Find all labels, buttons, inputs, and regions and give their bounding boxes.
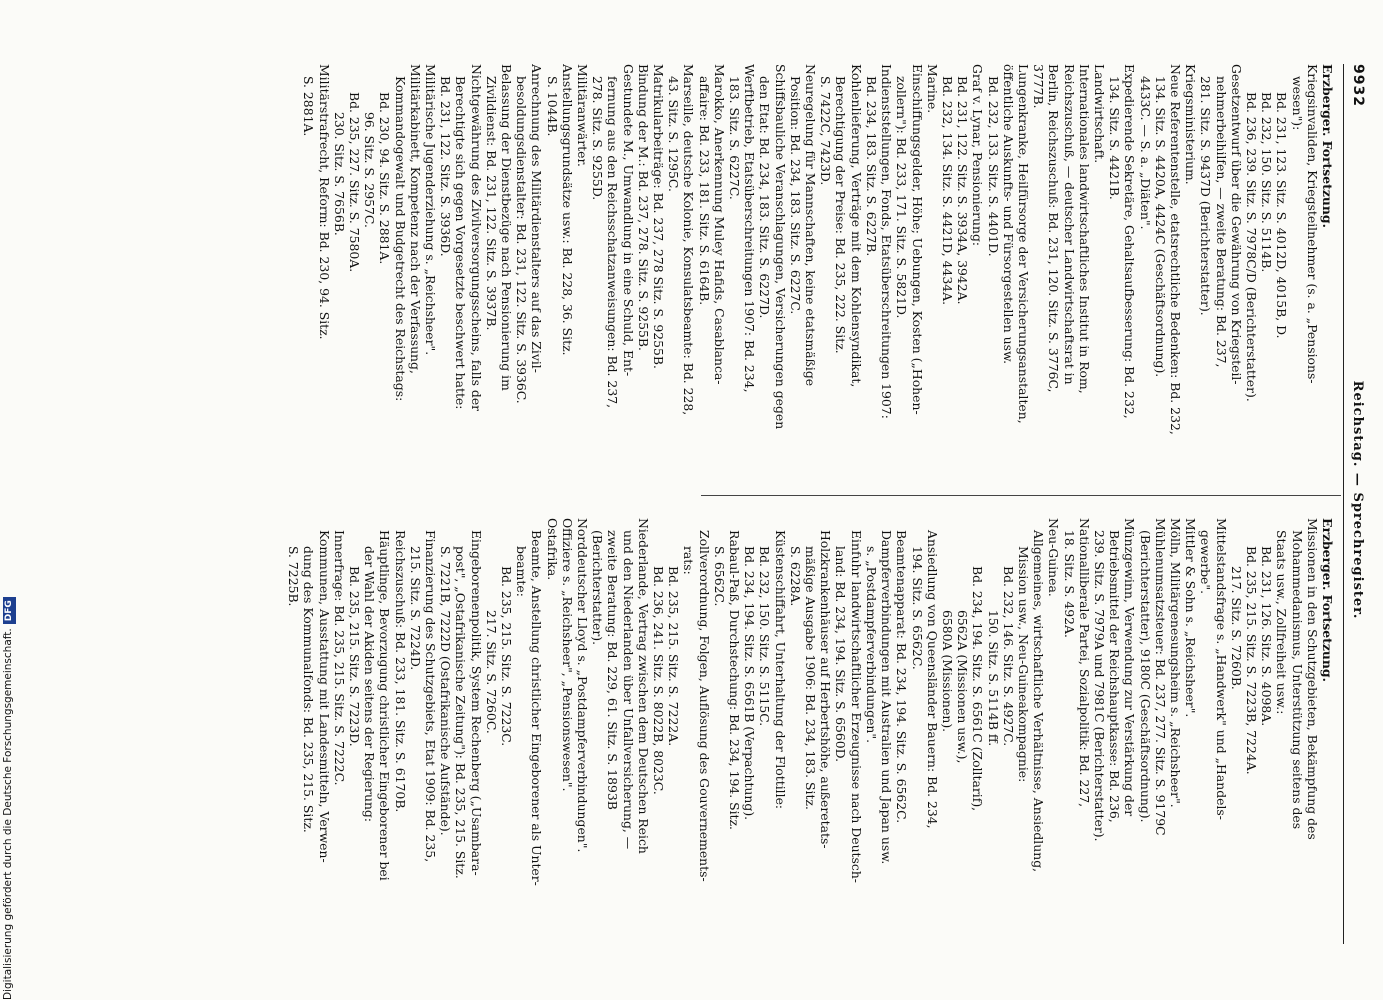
register-line: Mohammedanismus, Unterstützung seitens des: [1289, 530, 1305, 830]
register-line: Militärstrafrecht, Reform: Bd. 230, 94. Sitz.: [316, 64, 332, 340]
register-line: Reichszuschuß: Bd. 233, 181. Sitz. S. 6170B.: [392, 530, 408, 813]
register-line: Indienststellungen, Fonds, Etatsüberschreitungen 1907:: [879, 64, 895, 419]
register-line: Mittelstandsfrage s. „Handwerk" und „Handels-: [1213, 518, 1229, 820]
register-line: Erzberger. Fortsetzung.: [1320, 518, 1335, 682]
register-line: Allgemeines, wirtschaftliche Verhältnisse, Ansiedlung,: [1031, 530, 1047, 873]
register-line: Bd. 232, 150. Sitz. S. 5114B.: [1259, 92, 1275, 273]
register-line: 96. Sitz. S. 2957C.: [362, 112, 378, 228]
register-line: Internationales landwirtschaftliches Institut in Rom,: [1076, 64, 1092, 394]
register-line: Kommandogewalt und Budgetrecht des Reichstags:: [392, 76, 408, 402]
register-line: 150. Sitz. S. 5114B ff.: [985, 610, 1001, 747]
register-line: 183. Sitz. S. 6227C.: [727, 76, 743, 200]
register-line: Finanzierung des Schutzgebiets, Etat 1909: Bd. 235,: [423, 530, 439, 863]
register-line: Werftbetrieb, Etatsüberschreitungen 1907: Bd. 234,: [742, 64, 758, 393]
register-line: 194. Sitz. S. 6562C.: [909, 546, 925, 670]
register-line: Staats usw., Zollfreiheit usw.:: [1274, 530, 1290, 715]
register-line: Bd. 231, 122. Sitz. S. 3936D.: [438, 76, 454, 257]
register-line: Neuregelung für Mannschaften, keine etatsmäßige: [803, 64, 819, 387]
register-line: 43. Sitz. S. 1295C.: [666, 76, 682, 192]
register-line: S. 7225B.: [286, 546, 302, 607]
register-line: Bd. 235, 215. Sitz. S. 7222A.: [666, 566, 682, 747]
register-line: Bd. 235, 215. Sitz. S. 7223B, 7224A.: [1243, 546, 1259, 775]
register-line: S. 1044B.: [544, 76, 560, 137]
register-line: S. 6562C.: [711, 546, 727, 607]
register-line: und den Niederlanden über Unfallversicherung, —: [620, 530, 636, 850]
register-line: Bd. 235, 215. Sitz. S. 7223C.: [499, 566, 515, 747]
register-line: 217. Sitz. S. 7260C.: [483, 610, 499, 734]
register-line: Einschiffungsgelder, Höhe; Uebungen, Kosten („Hohen-: [909, 64, 925, 415]
register-line: Kohlenlieferung, Verträge mit dem Kohlensyndikat,: [848, 64, 864, 388]
register-line: Berechtigte sich gegen Vorgesetzte beschwert hatte:: [453, 76, 469, 410]
register-line: zweite Beratung: Bd. 229, 61. Sitz. S. 1893B: [605, 530, 621, 810]
register-line: (Berichterstatter).: [590, 530, 606, 646]
column-divider: [701, 495, 1341, 496]
register-line: Militärkabinett, Kompetenz nach der Verfassung,: [407, 64, 423, 374]
register-line: Offiziere s. „Reichsheer", „Pensionswesen".: [559, 518, 575, 792]
register-line: Bd. 230, 94. Sitz. S. 2881A.: [377, 92, 393, 265]
register-line: Norddeutscher Lloyd s. „Postdampferverbindungen".: [575, 518, 591, 853]
register-line: Bd. 232, 150. Sitz. S. 5115C.: [757, 546, 773, 727]
register-line: Mölln, Militärgenesungsheim s. „Reichsheer".: [1167, 518, 1183, 808]
register-line: Lungenkranke, Heilfürsorge der Versicherungsanstalten,: [1015, 64, 1031, 424]
register-line: besoldungsdienstalter: Bd. 231, 122. Sitz. S. 3936C.: [514, 76, 530, 404]
register-line: Holzkrankenhäuser auf Herbertshöhe, außeretats-: [818, 530, 834, 849]
register-line: fernung aus den Reichsschatzanweisungen: Bd. 237,: [605, 76, 621, 409]
register-line: Dampferverbindungen mit Australien und Japan usw.: [879, 530, 895, 865]
register-line: Missionen in den Schutzgebieten, Bekämpfung des: [1304, 518, 1320, 840]
register-line: Belassung der Dienstbezüge nach Pensionierung im: [499, 64, 515, 391]
register-line: nehmerbeihilfen, — zweite Beratung: Bd. 237,: [1213, 76, 1229, 368]
register-line: öffentliche Auskunfts- und Fürsorgestellen usw.: [1000, 64, 1016, 365]
register-line: Gestundete M., Umwandlung in eine Schuld, Ent-: [620, 64, 636, 377]
register-line: Nationalliberale Partei, Sozialpolitik: Bd. 227,: [1076, 518, 1092, 808]
right-column: [286, 518, 1335, 938]
register-line: 6580A (Missionen).: [939, 610, 955, 733]
register-line: Niederlande, Vertrag zwischen dem Deutschen Reich: [635, 518, 651, 854]
register-line: Matrikularbeiträge: Bd. 237, 278 Sitz. S. 9255B.: [651, 64, 667, 369]
register-line: Kriegsinvaliden, Kriegsteilnehmer (s. a. „Pensions-: [1304, 64, 1320, 384]
register-line: Münzgewinn, Verwendung zur Verstärkung der: [1122, 518, 1138, 817]
register-line: Bd. 231, 122. Sitz. S. 3934A, 3942A.: [955, 76, 971, 305]
page-header: [1345, 0, 1365, 1000]
register-line: dung des Kommunalfonds: Bd. 235, 215. Sitz.: [301, 546, 317, 833]
register-line: Häuptlinge, Bevorzugung christlicher Eingeborener bei: [377, 530, 393, 881]
register-line: Kommunen, Ausstattung mit Landesmitteln, Verwen-: [316, 530, 332, 863]
register-line: der Wahl der Akiden seitens der Regierung:: [362, 546, 378, 823]
register-line: (Berichterstatter), 9180C (Geschäftsordnung).: [1137, 530, 1153, 823]
register-line: Marokko, Anerkennung Muley Hafids, Casablanca-: [711, 64, 727, 385]
register-line: Nichtgewährung des Zivilversorgungsscheins, falls der: [468, 64, 484, 412]
register-line: 281. Sitz. S. 9437D (Berichterstatter).: [1198, 76, 1214, 316]
digitization-credit: [0, 0, 16, 1000]
register-line: Graf v. Lynar, Pensionierung:: [970, 64, 986, 247]
register-line: Bd. 234, 183. Sitz. S. 6227B.: [863, 76, 879, 257]
register-line: Marine.: [924, 64, 940, 114]
register-line: Eingeborenenpolitik, System Rechenberg („Usambara-: [468, 530, 484, 876]
register-line: 215. Sitz. S. 7224D.: [407, 546, 423, 671]
register-line: Ostafrika.: [544, 518, 560, 581]
register-line: Betriebsmittel der Reichshauptkasse: Bd. 236,: [1107, 530, 1123, 823]
register-line: Bd. 236, 239. Sitz. S. 7978C/D (Berichterstatter).: [1243, 92, 1259, 402]
register-line: Gesetzentwurf über die Gewährung von Kriegsteil-: [1228, 64, 1244, 385]
register-line: Expedierende Sekretäre, Gehaltsaufbesserung: Bd. 232,: [1122, 64, 1138, 419]
register-line: 217. Sitz. S. 7260B.: [1228, 566, 1244, 690]
register-line: s. „Postdampferverbindungen".: [863, 546, 879, 744]
register-line: 239. Sitz. S. 7979A und 7981C (Berichterstatter).: [1091, 530, 1107, 842]
register-line: Bindung der M.: Bd. 237, 278. Sitz. S. 9255B.: [635, 64, 651, 351]
page-title: Reichstag. — Sprechregister.: [1350, 380, 1365, 620]
register-line: Berlin, Reichszuschuß: Bd. 231, 120. Sitz. S. 3776C,: [1046, 64, 1062, 393]
register-line: Zivildienst: Bd. 231, 122. Sitz. S. 3937B.: [483, 76, 499, 331]
left-column: [301, 64, 1335, 484]
page-number: 9932: [1350, 64, 1366, 107]
register-line: Anstellungsgrundsätze usw.: Bd. 228, 36. Sitz.: [559, 64, 575, 356]
register-line: Mittler & Sohn s. „Reichsheer".: [1183, 518, 1199, 718]
register-line: gewerbe".: [1198, 530, 1214, 595]
register-line: Bd. 235, 215. Sitz. S. 7223D.: [347, 566, 362, 747]
register-line: Erzberger. Fortsetzung.: [1320, 64, 1335, 228]
register-line: Berechtigung der Preise: Bd. 235, 222. Sitz.: [833, 76, 849, 354]
register-line: beamte:: [514, 546, 530, 597]
register-line: den Etat: Bd. 234, 183. Sitz. S. 6227D.: [757, 76, 773, 319]
register-line: affaire: Bd. 233, 181. Sitz. S. 6164B.: [696, 76, 712, 306]
register-line: S. 6228A.: [787, 546, 803, 607]
credit-text: Digitalisierung gefördert durch die Deutsche Forschungsgemeinschaft.: [2, 628, 14, 1000]
register-line: 6562A (Missionen usw.),: [955, 610, 971, 764]
register-line: Neue Referentenstelle, etatsrechtliche Bedenken: Bd. 232,: [1167, 64, 1183, 435]
register-line: Marseille, deutsche Kolonie, Konsulatsbeamte: Bd. 228,: [681, 64, 697, 416]
register-line: Bd. 234, 194. Sitz. S. 6561B (Verpachtung).: [742, 546, 758, 821]
register-line: Ansiedlung von Queensländer Bauern: Bd. 234,: [924, 530, 940, 829]
register-line: Küstenschiffahrt, Unterhaltung der Flottille:: [772, 530, 788, 810]
register-line: 134. Sitz. S. 4421B.: [1107, 76, 1123, 200]
register-line: Einfuhr landwirtschaftlicher Erzeugnisse nach Deutsch-: [848, 530, 864, 883]
register-line: Mühlenumsatzsteuer: Bd. 237, 277. Sitz. S. 9179C: [1152, 518, 1168, 836]
dfg-logo: DFG: [3, 597, 16, 624]
register-line: 278. Sitz. S. 9255D.: [590, 76, 606, 201]
register-line: post", „Ostafrikanische Zeitung"): Bd. 235, 215. Sitz.: [453, 546, 469, 879]
register-line: S. 7221B, 7222D (Ostafrikanische Aufstände).: [438, 546, 454, 836]
register-line: Schiffsbauliche Veranschlagungen, Versicherungen gegen: [772, 64, 788, 430]
register-line: Innerfrage: Bd. 235, 215. Sitz. S. 7222C.: [331, 530, 347, 786]
register-line: 4433C. — S. a. „Diäten".: [1137, 76, 1153, 230]
register-line: S. 2881A.: [301, 76, 317, 137]
register-line: Landwirtschaft.: [1091, 64, 1107, 164]
register-line: Kriegsministerium.: [1183, 64, 1199, 185]
register-line: Bd. 232, 146. Sitz. S. 4927C.: [1000, 566, 1016, 747]
register-line: Zollverordnung, Folgen, Auflösung des Gouvernements-: [696, 530, 712, 882]
register-line: 3777B.: [1031, 64, 1047, 109]
register-line: Mission usw., Neu-Guineakompagnie:: [1015, 546, 1031, 783]
register-line: Bd. 231, 126. Sitz. S. 4098A.: [1259, 546, 1275, 727]
register-line: Anrechnung des Militärdienstalters auf das Zivil-: [529, 64, 545, 373]
register-line: Beamtenapparat: Bd. 234, 194. Sitz. S. 6562C.: [894, 530, 910, 824]
register-line: 134. Sitz. S. 4420A, 4424C (Geschäftsordnung).: [1152, 76, 1168, 378]
register-line: Militäranwärter.: [575, 64, 591, 167]
register-line: mäßige Ausgabe 1906: Bd. 234, 183. Sitz.: [803, 546, 819, 810]
register-line: Bd. 232, 134. Sitz. S. 4421D, 4434A.: [939, 76, 955, 306]
register-line: Bd. 232, 133. Sitz. S. 4401D.: [985, 76, 1001, 257]
register-line: Bd. 235, 227. Sitz. S. 7580A.: [347, 92, 362, 273]
register-line: 18. Sitz. S. 492A.: [1061, 530, 1077, 638]
register-line: wesen"):: [1289, 76, 1305, 131]
register-line: Beamte, Anstellung christlicher Eingeborener als Unter-: [529, 530, 545, 886]
register-line: land: Bd. 234, 194. Sitz. S. 6560D.: [833, 546, 849, 763]
register-line: Position: Bd. 234, 183. Sitz. S. 6227C.: [787, 76, 803, 315]
register-line: 230. Sitz. S. 7656B.: [331, 112, 347, 236]
register-line: Militärische Jugenderziehung s. „Reichsheer".: [423, 64, 439, 356]
register-line: Bd. 236, 241. Sitz. S. 8022B, 8023C.: [651, 566, 667, 795]
header-rule: [1343, 64, 1344, 944]
register-line: Bd. 231, 123. Sitz. S. 4012D, 4015B, D.: [1274, 92, 1290, 339]
register-line: Rabaul-Paß, Durchstechung: Bd. 234, 194. Sitz.: [727, 530, 743, 830]
register-line: Bd. 234, 194. Sitz. S. 6561C (Zolltarif),: [970, 566, 986, 812]
register-line: S. 7422C, 7423D.: [818, 76, 834, 186]
register-line: rats:: [681, 546, 697, 575]
register-line: Neu-Guinea.: [1046, 518, 1062, 597]
register-line: zollern"): Bd. 233, 171. Sitz. S. 5821D.: [894, 76, 910, 319]
register-line: Reichszuschuß, — deutscher Landwirtschaftsrat in: [1061, 64, 1077, 385]
